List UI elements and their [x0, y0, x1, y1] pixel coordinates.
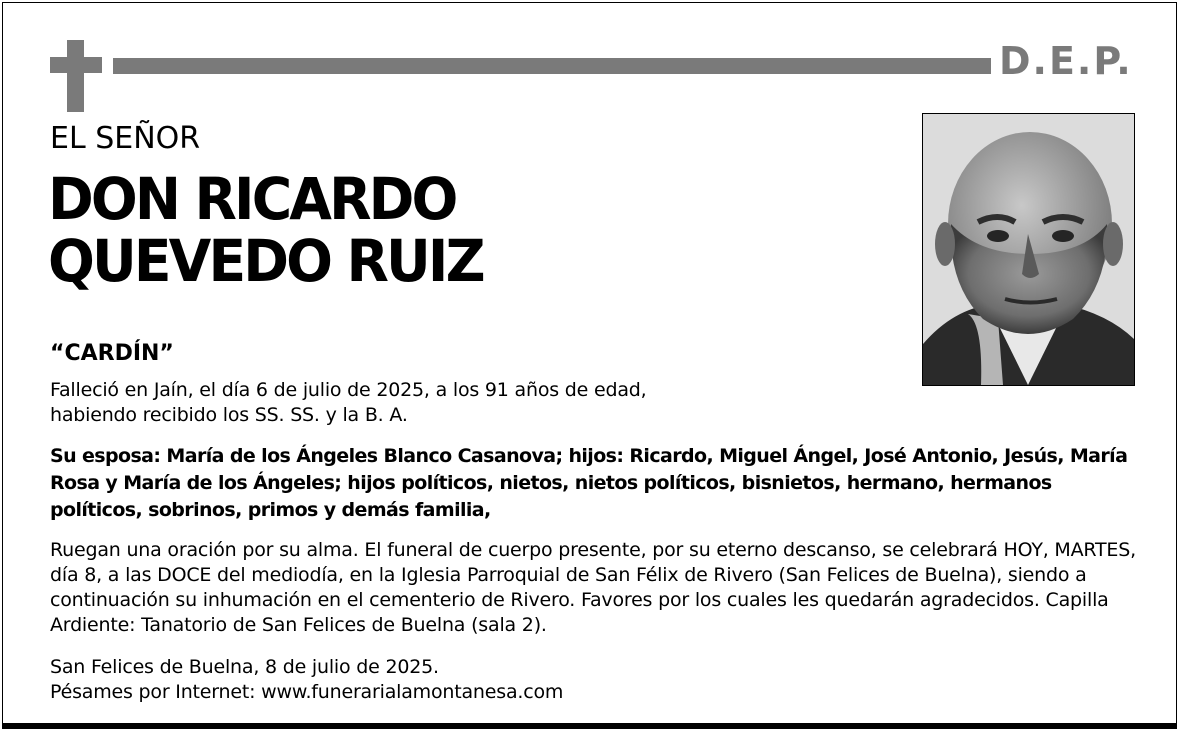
portrait-image	[923, 114, 1134, 385]
condolences-link[interactable]: Pésames por Internet: www.funerarialamontanesa.com	[50, 681, 564, 703]
closing-info	[50, 655, 1136, 705]
nickname: “CARDÍN”	[50, 341, 174, 366]
name-line-2: QUEVEDO RUIZ	[48, 227, 483, 295]
funeral-details: Ruegan una oración por su alma. El funeral de cuerpo presente, por su eterno descanso, se celebrará HOY, MARTES, día 8, a las DOCE del mediodía, en la Iglesia Parroquial de San Félix de Rivero (San Felices de Buelna), siendo a continuación su inhumación en el cementerio de Rivero. Favores por los cuales les quedarán agradecidos. Capilla Ardiente: Tanatorio de San Felices de Buelna (sala 2).	[50, 539, 1136, 636]
portrait-photo	[922, 113, 1135, 386]
obituary-notice	[2, 2, 1177, 729]
name-line-1: DON RICARDO	[48, 165, 456, 233]
dep-label: D.E.P.	[999, 39, 1133, 83]
honorific-title: EL SEÑOR	[50, 121, 201, 156]
family-list: Su esposa: María de los Ángeles Blanco Casanova; hijos: Ricardo, Miguel Ángel, José Antonio, Jesús, María Rosa y María de los Ángeles; hijos políticos, nietos, nietos políticos, bisnietos, hermano, hermanos políticos, sobrinos, primos y demás familia,	[50, 445, 1128, 521]
latin-cross-icon	[50, 40, 102, 112]
death-notice: Falleció en Jaín, el día 6 de julio de 2025, a los 91 años de edad, habiendo recibido los SS. SS. y la B. A.	[50, 379, 647, 426]
place-date: San Felices de Buelna, 8 de julio de 2025.	[50, 656, 439, 678]
deceased-name	[48, 165, 483, 295]
header-rule	[113, 58, 991, 74]
